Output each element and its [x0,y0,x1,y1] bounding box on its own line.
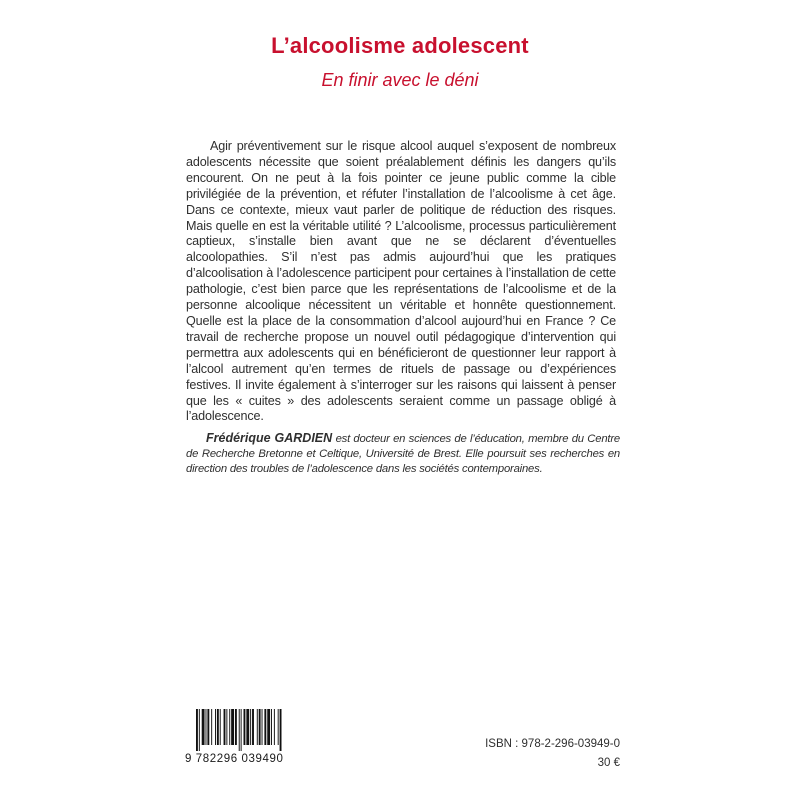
barcode-bar [231,709,234,745]
barcode-bar [264,709,266,745]
barcode-bar [257,709,258,745]
barcode-bar [239,709,240,751]
barcode-bar [206,709,207,745]
barcode-bar [215,709,216,745]
author-bio-text: est docteur en sciences de l’éducation, membre du Centre de Recherche Bretonne et Celtique, Université de Brest. Elle poursuit ses recherches en direction des troubles de l’adolescence dans les sociétés contemporaines. [186,433,620,475]
barcode-bar [217,709,219,745]
barcode-bar [199,709,200,751]
barcode-digits: 9 782296 039490 [185,753,284,765]
blurb-paragraph: Agir préventivement sur le risque alcool auquel s’exposent de nombreux adolescents nécessite que soient préalablement définis les dangers qu’ils encourent. On ne peut à la fois pointer ce jeune public comme la cible privilégiée de la prévention, et réfuter l’installation de l’alcoolisme à cet âge. Dans ce contexte, mieux vaut parler de politique de réduction des risques. Mais quelle en est la véritable utilité ? L’alcoolisme, processus particulièrement captieux, s’installe bien avant que ne se déclarent d’éventuelles alcoolopathies. S’il n’est pas admis aujourd’hui que les pratiques d’alcoolisation à l’adolescence participent pour certaines à l’installation de cette pathologie, c’est bien parce que les représentations de l’alcoolisme et de la personne alcoolique nécessitent un véritable et honnête questionnement. Quelle est la place de la consommation d’alcool aujourd’hui en France ? Ce travail de recherche propose un nouvel outil pédagogique d’intervention qui permettra aux adolescents qui en bénéficieront de questionner leur rapport à l’alcool autrement qu’en termes de rituels de passage ou d’expériences festives. Il invite également à s’interroger sur les raisons qui laissent à penser que les « cuites » des adolescents seraient comme un passage obligé à l’adolescence. [186,139,616,424]
barcode-bar [271,709,272,745]
barcode-bar [224,709,226,745]
book-title: L’alcoolisme adolescent [271,33,529,58]
barcode-bar [241,709,242,751]
barcode-bars [196,709,308,751]
author-bio [186,431,620,477]
barcode-bar [252,709,254,745]
barcode-bar [220,709,221,745]
barcode-bar [235,709,237,745]
barcode-bar [262,709,263,745]
barcode-bar [259,709,261,745]
barcode-bar [226,709,227,745]
barcode-bar [278,709,279,745]
barcode-bar [280,709,282,751]
isbn-label: ISBN : 978-2-296-03949-0 [485,738,620,750]
price-label: 30 € [597,757,620,769]
barcode-bar [196,709,198,751]
barcode-bar [211,709,212,745]
barcode-bar [244,709,246,745]
barcode-bar [207,709,209,745]
barcode [185,709,307,769]
barcode-bar [202,709,205,745]
barcode-bar [229,709,230,745]
book-subtitle: En finir avec le déni [321,70,479,90]
barcode-bar [246,709,249,745]
author-name: Frédérique GARDIEN [206,431,333,445]
barcode-bar [267,709,270,745]
barcode-bar [250,709,251,745]
barcode-bar [274,709,275,745]
